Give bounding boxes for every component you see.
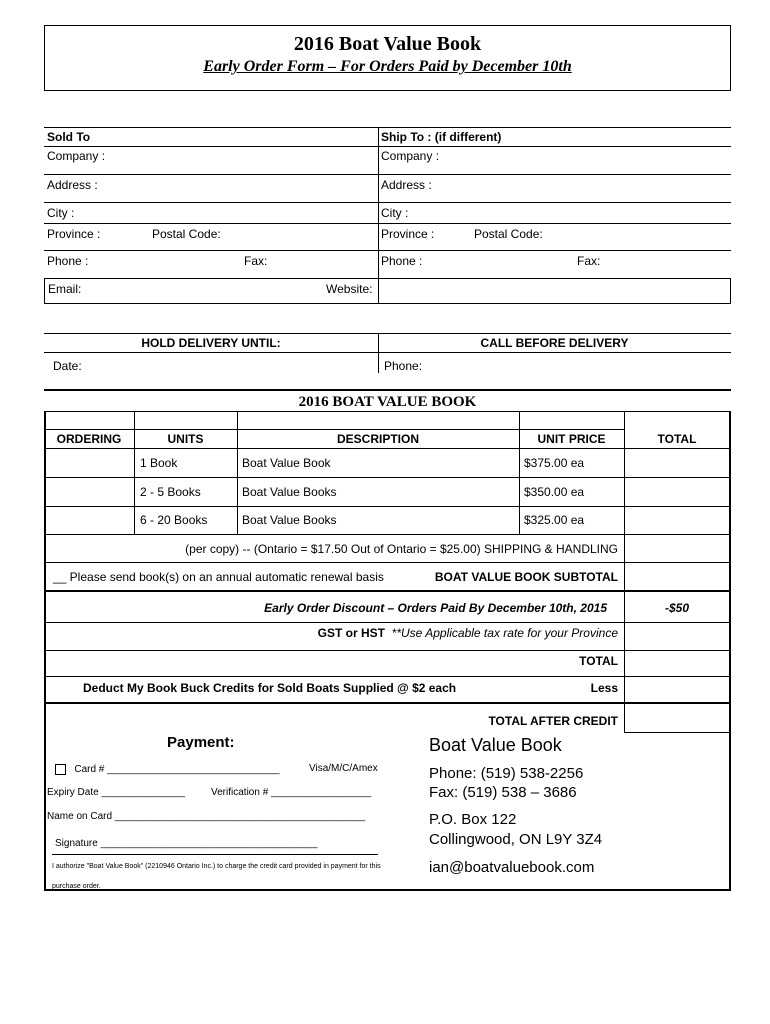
ship-city-label: City : [381, 206, 409, 220]
col-units: UNITS [167, 432, 204, 446]
row-3-price: $325.00 ea [524, 513, 585, 527]
rule [44, 506, 731, 507]
delivery-top-rule [44, 333, 731, 334]
gst-hst-row [318, 627, 618, 639]
table-top-rule [44, 389, 731, 391]
col-description: DESCRIPTION [336, 432, 419, 446]
rule [44, 622, 731, 623]
col-ordering: ORDERING [56, 432, 122, 446]
row-2-description: Boat Value Books [242, 485, 337, 499]
gst-hst-note: **Use Applicable tax rate for your Province [391, 626, 618, 640]
contact-fax: Fax: (519) 538 – 3686 [429, 784, 577, 801]
hold-delivery-label: HOLD DELIVERY UNTIL: [141, 336, 281, 350]
rule [44, 146, 731, 147]
early-discount-value: -$50 [664, 601, 690, 615]
email-label: Email: [48, 282, 82, 296]
rule [44, 278, 731, 279]
sold-to-heading: Sold To [47, 130, 91, 144]
contact-city: Collingwood, ON L9Y 3Z4 [429, 831, 603, 848]
rule [44, 250, 731, 251]
row-3-description: Boat Value Books [242, 513, 337, 527]
card-checkbox[interactable] [55, 764, 66, 775]
ship-province-label: Province : [381, 227, 435, 241]
row-1-units: 1 Book [140, 456, 178, 470]
total-column-divider [624, 411, 625, 733]
rule [44, 411, 731, 412]
name-on-card-field[interactable]: Name on Card _____________________________________________ [47, 811, 366, 822]
page-subtitle: Early Order Form – For Orders Paid by December 10th [203, 58, 572, 75]
delivery-phone-label: Phone: [384, 359, 423, 373]
renewal-option[interactable]: __ Please send book(s) on an annual automatic renewal basis [53, 570, 384, 584]
rule [44, 352, 731, 353]
rule [44, 650, 731, 651]
rule [44, 429, 624, 430]
rule [44, 676, 731, 677]
contact-email[interactable]: ian@boatvaluebook.com [429, 859, 595, 876]
signature-field[interactable]: Signature _______________________________________ [55, 838, 318, 849]
ship-fax-label: Fax: [577, 254, 601, 268]
delivery-date-label: Date: [53, 359, 82, 373]
rule [52, 854, 378, 855]
less-label: Less [590, 681, 618, 695]
rule [44, 702, 731, 704]
sold-company-label: Company : [47, 149, 106, 163]
table-right-border [729, 411, 731, 891]
row-1-description: Boat Value Book [242, 456, 331, 470]
table-left-border [44, 411, 46, 891]
total-after-credit-label: TOTAL AFTER CREDIT [488, 714, 618, 728]
row-3-units: 6 - 20 Books [140, 513, 208, 527]
gst-hst-label: GST or HST [317, 626, 385, 640]
address-top-rule [44, 127, 731, 128]
row-2-price: $350.00 ea [524, 485, 585, 499]
rule [44, 223, 731, 224]
ship-company-label: Company : [381, 149, 440, 163]
ship-to-heading: Ship To : (if different) [381, 130, 502, 144]
contact-po-box: P.O. Box 122 [429, 811, 517, 828]
authorization-text: I authorize "Boat Value Book" (2210946 Ontario Inc.) to charge the credit card provided in payment for this [52, 863, 381, 870]
rule [624, 732, 731, 733]
col-total: TOTAL [657, 432, 697, 446]
purchase-order-text: purchase order. [52, 883, 101, 890]
call-before-delivery-label: CALL BEFORE DELIVERY [480, 336, 629, 350]
rule [44, 534, 731, 535]
card-types-label: Visa/M/C/Amex [309, 763, 378, 774]
col-unit-price: UNIT PRICE [537, 432, 606, 446]
rule [44, 590, 731, 592]
expiry-field[interactable]: Expiry Date _______________ [47, 787, 185, 798]
ship-postal-label: Postal Code: [474, 227, 543, 241]
rule [44, 562, 731, 563]
table-bottom-rule [44, 889, 731, 891]
sold-phone-label: Phone : [47, 254, 89, 268]
ship-phone-label: Phone : [381, 254, 423, 268]
rule [44, 174, 731, 175]
verification-field[interactable]: Verification # __________________ [211, 787, 372, 798]
sold-province-label: Province : [47, 227, 101, 241]
order-table-title: 2016 BOAT VALUE BOOK [298, 394, 477, 410]
subtotal-label: BOAT VALUE BOOK SUBTOTAL [434, 570, 618, 584]
book-buck-credit-label: Deduct My Book Buck Credits for Sold Boats Supplied @ $2 each [83, 681, 457, 695]
rule [44, 303, 731, 304]
sold-postal-label: Postal Code: [152, 227, 221, 241]
rule [44, 202, 731, 203]
rule [44, 477, 731, 478]
rule [44, 278, 45, 303]
address-divider [378, 127, 379, 303]
contact-company-name: Boat Value Book [429, 735, 562, 755]
ship-address-label: Address : [381, 178, 432, 192]
total-label: TOTAL [579, 654, 618, 668]
row-1-price: $375.00 ea [524, 456, 585, 470]
contact-phone: Phone: (519) 538-2256 [429, 765, 584, 782]
row-2-units: 2 - 5 Books [140, 485, 201, 499]
rule [44, 448, 731, 449]
card-number-field[interactable]: Card # _______________________________ [74, 764, 280, 776]
rule [730, 278, 731, 303]
payment-heading: Payment: [167, 734, 235, 751]
sold-address-label: Address : [47, 178, 98, 192]
shipping-handling-label: (per copy) -- (Ontario = $17.50 Out of Ontario = $25.00) SHIPPING & HANDLING [185, 542, 618, 556]
early-discount-label: Early Order Discount – Orders Paid By December 10th, 2015 [264, 601, 607, 615]
website-label: Website: [326, 282, 373, 296]
sold-city-label: City : [47, 206, 75, 220]
page-title: 2016 Boat Value Book [293, 33, 482, 55]
sold-fax-label: Fax: [244, 254, 268, 268]
card-number-row[interactable] [55, 764, 280, 775]
